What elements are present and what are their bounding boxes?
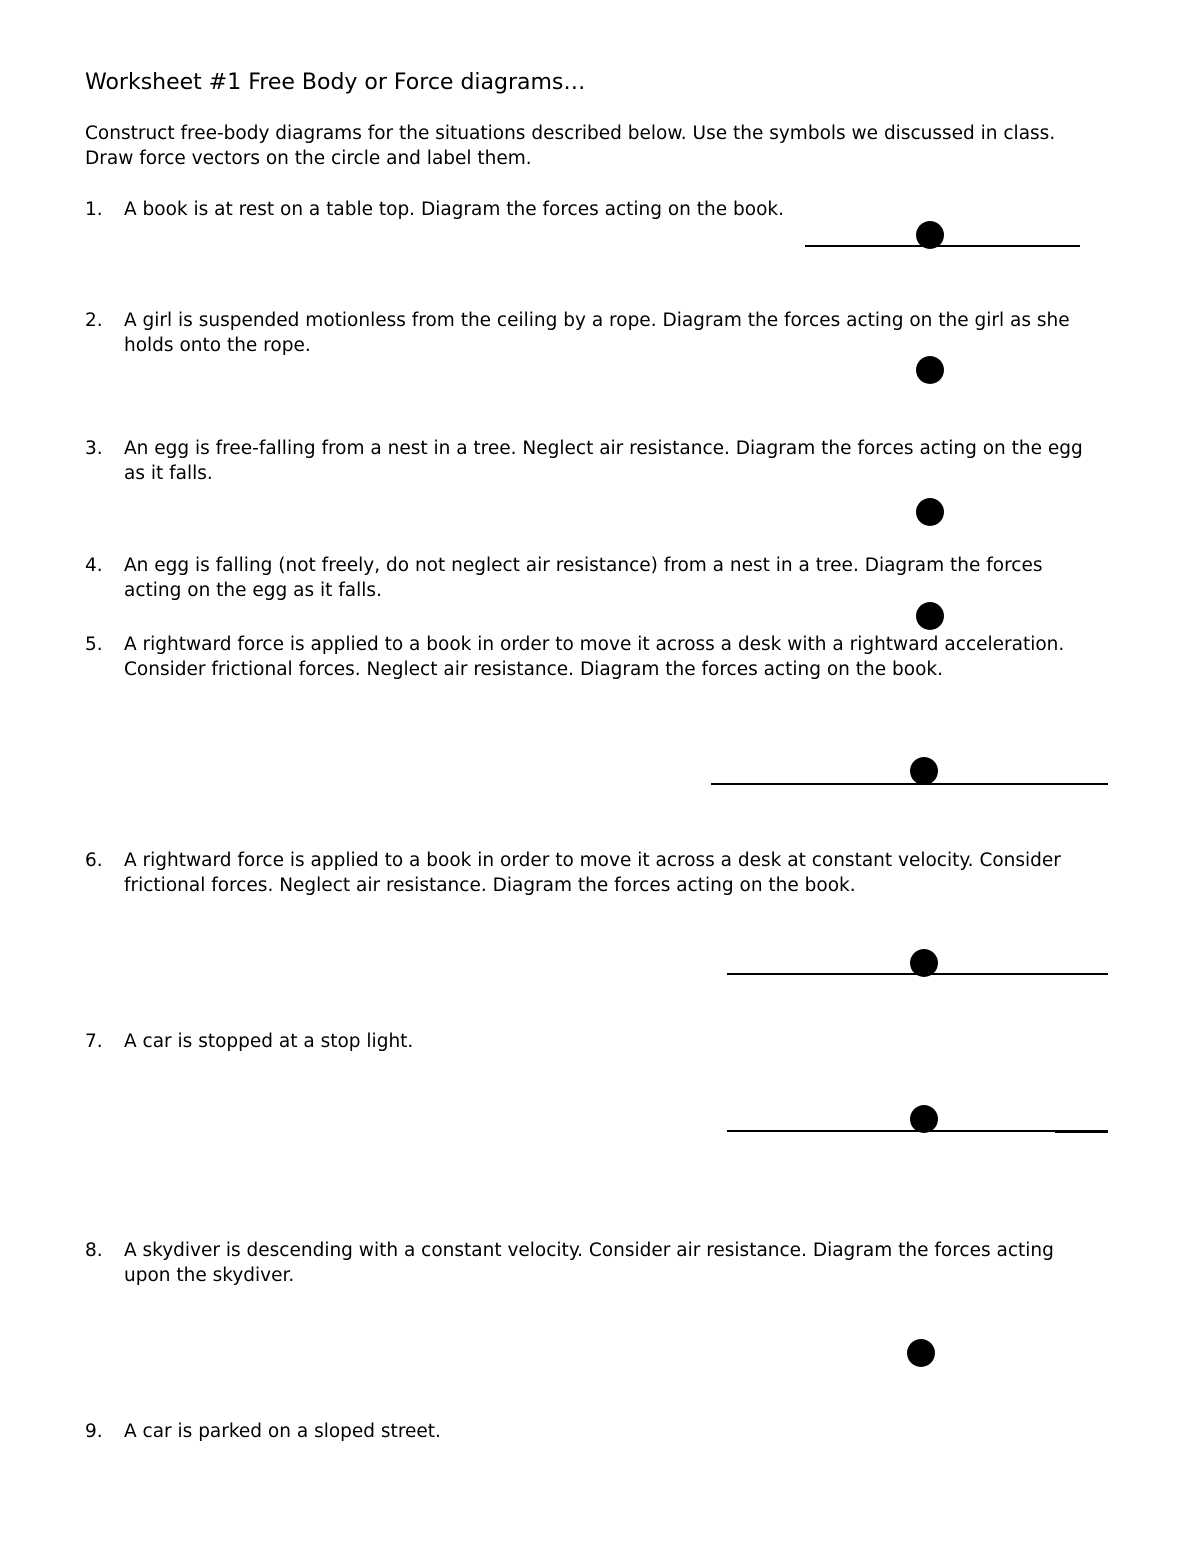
question-text: A girl is suspended motionless from the ceiling by a rope. Diagram the forces acting on the girl as she holds onto the rope. xyxy=(124,310,1070,356)
question-5 xyxy=(85,633,1085,682)
question-text: An egg is free-falling from a nest in a tree. Neglect air resistance. Diagram the forces acting on the egg as it falls. xyxy=(124,438,1083,484)
object-dot xyxy=(916,221,944,249)
object-dot xyxy=(916,356,944,384)
question-text: A car is stopped at a stop light. xyxy=(124,1031,414,1052)
question-text: A skydiver is descending with a constant velocity. Consider air resistance. Diagram the forces acting upon the skydiver. xyxy=(124,1240,1054,1286)
question-number: 6. xyxy=(85,850,103,871)
surface-line xyxy=(805,245,1080,247)
question-text: A book is at rest on a table top. Diagram the forces acting on the book. xyxy=(124,199,784,220)
question-2 xyxy=(85,309,1085,358)
surface-line-tail xyxy=(1055,1131,1108,1133)
question-number: 5. xyxy=(85,634,103,655)
question-number: 2. xyxy=(85,310,103,331)
worksheet-title: Worksheet #1 Free Body or Force diagrams… xyxy=(85,70,586,95)
question-1 xyxy=(85,198,1085,223)
question-8 xyxy=(85,1239,1085,1288)
question-7 xyxy=(85,1030,1085,1055)
question-4 xyxy=(85,554,1085,603)
surface-line xyxy=(711,783,1108,785)
question-text: A car is parked on a sloped street. xyxy=(124,1421,441,1442)
question-text: A rightward force is applied to a book in order to move it across a desk at constant velocity. Consider frictional forces. Neglect air resistance. Diagram the forces acting on the book. xyxy=(124,850,1061,896)
object-dot xyxy=(907,1339,935,1367)
question-3 xyxy=(85,437,1085,486)
question-number: 3. xyxy=(85,438,103,459)
question-6 xyxy=(85,849,1085,898)
question-number: 8. xyxy=(85,1240,103,1261)
object-dot xyxy=(910,949,938,977)
question-number: 7. xyxy=(85,1031,103,1052)
object-dot xyxy=(916,602,944,630)
question-text: An egg is falling (not freely, do not neglect air resistance) from a nest in a tree. Diagram the forces acting on the egg as it falls. xyxy=(124,555,1043,601)
question-9 xyxy=(85,1420,1085,1445)
object-dot xyxy=(910,757,938,785)
object-dot xyxy=(910,1105,938,1133)
worksheet-instructions: Construct free-body diagrams for the situations described below. Use the symbols we discussed in class. Draw force vectors on the circle and label them. xyxy=(85,123,1056,169)
question-text: A rightward force is applied to a book in order to move it across a desk with a rightward acceleration. Consider frictional forces. Neglect air resistance. Diagram the forces acting on the book. xyxy=(124,634,1065,680)
question-number: 1. xyxy=(85,199,103,220)
question-number: 4. xyxy=(85,555,103,576)
object-dot xyxy=(916,498,944,526)
question-number: 9. xyxy=(85,1421,103,1442)
